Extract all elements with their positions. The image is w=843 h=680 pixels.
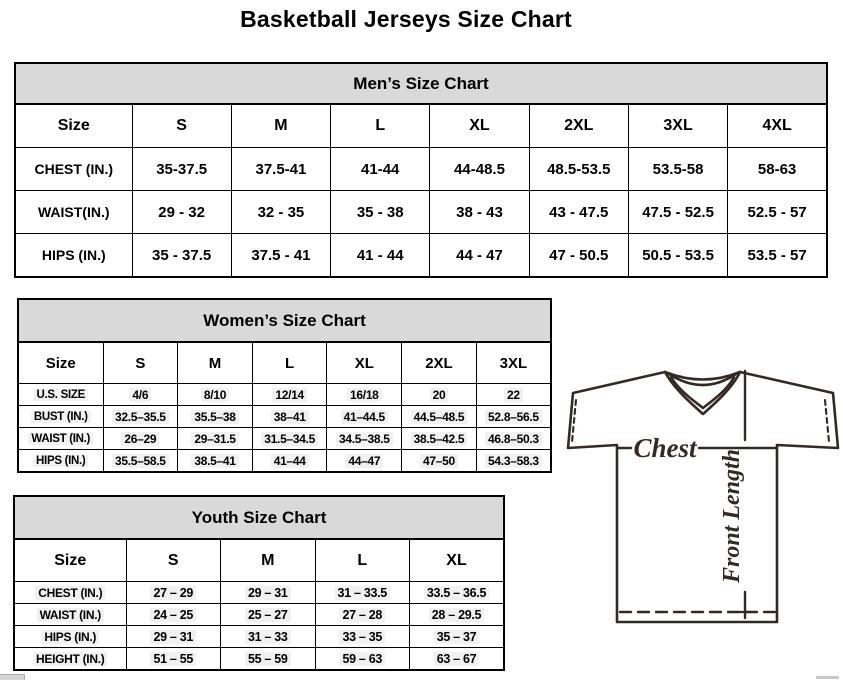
womens-value-cell-text: 31.5–34.5 [261, 432, 318, 446]
womens-value-cell-text: 52.8–56.5 [485, 410, 542, 424]
mens-row-label-text: WAIST(IN.) [37, 204, 110, 220]
womens-value-cell [178, 450, 253, 473]
womens-value-cell-text: 47–50 [420, 454, 458, 468]
womens-value-cell-text: 4/6 [129, 388, 151, 402]
youth-value-cell [315, 604, 410, 626]
mens-value-cell [231, 191, 330, 234]
mens-column-header-text: XL [469, 117, 490, 134]
womens-column-header-text: Size [45, 354, 76, 372]
womens-value-cell [178, 428, 253, 450]
womens-column-header [178, 342, 253, 384]
right-sleeve-stitch-icon [825, 400, 829, 442]
womens-row-label [18, 428, 103, 450]
youth-data-row [14, 582, 504, 604]
mens-column-header [728, 104, 827, 148]
womens-value-cell-text: 35.5–58.5 [112, 454, 169, 468]
youth-value-cell-text: 29 – 31 [245, 586, 291, 600]
youth-value-cell-text: 31 – 33.5 [335, 586, 390, 600]
womens-value-cell-text: 8/10 [201, 388, 229, 402]
mens-value-cell-text: 44 - 47 [456, 246, 503, 264]
mens-value-cell-text: 58-63 [757, 160, 797, 178]
mens-data-row [15, 234, 827, 278]
womens-column-header [18, 342, 103, 384]
mens-row-label-text: CHEST (IN.) [34, 161, 114, 177]
mens-column-header-text: 4XL [762, 117, 792, 134]
womens-row-label [18, 406, 103, 428]
mens-value-cell-text: 53.5-58 [652, 160, 704, 178]
womens-value-cell [252, 384, 327, 406]
mens-value-cell [331, 234, 430, 278]
womens-row-label [18, 384, 103, 406]
mens-value-cell [529, 148, 628, 191]
womens-caption-text: Women’s Size Chart [203, 310, 366, 330]
mens-value-cell-text: 47.5 - 52.5 [642, 203, 714, 221]
youth-column-header-text: Size [54, 551, 87, 569]
youth-column-header [410, 539, 505, 582]
womens-column-header [327, 342, 402, 384]
mens-size-table [14, 62, 828, 278]
womens-data-row [18, 384, 551, 406]
youth-row-label-text: HEIGHT (IN.) [33, 652, 107, 666]
womens-value-cell [252, 450, 327, 473]
mens-value-cell [430, 234, 529, 278]
mens-column-header [430, 104, 529, 148]
womens-value-cell [103, 406, 178, 428]
womens-value-cell [327, 406, 402, 428]
womens-row-label-text: HIPS (IN.) [33, 455, 88, 467]
womens-value-cell-text: 38.5–42.5 [411, 432, 468, 446]
front-length-label: Front Length [719, 448, 745, 584]
mens-value-cell-text: 52.5 - 57 [747, 203, 807, 221]
mens-value-cell [331, 148, 430, 191]
womens-column-header [252, 342, 327, 384]
youth-row-label-text: CHEST (IN.) [35, 586, 105, 600]
womens-value-cell-text: 44–47 [345, 454, 383, 468]
youth-value-cell [126, 604, 221, 626]
youth-column-header-text: L [357, 551, 368, 569]
mens-value-cell [231, 148, 330, 191]
youth-row-label [14, 648, 126, 671]
womens-row-label-text: BUST (IN.) [31, 411, 91, 423]
mens-head-row [15, 104, 827, 148]
womens-row-label [18, 450, 103, 473]
mens-value-cell [331, 191, 430, 234]
mens-column-header-text: M [274, 117, 288, 134]
youth-value-cell-text: 27 – 29 [150, 586, 196, 600]
youth-row-label-text: WAIST (IN.) [37, 608, 104, 622]
womens-value-cell-text: 46.8–50.3 [485, 432, 542, 446]
youth-size-table [13, 495, 505, 671]
mens-column-header [331, 104, 430, 148]
womens-value-cell [476, 384, 551, 406]
womens-value-cell [476, 450, 551, 473]
womens-value-cell [252, 406, 327, 428]
mens-value-cell-text: 43 - 47.5 [549, 203, 609, 221]
youth-value-cell [221, 648, 316, 671]
youth-value-cell [410, 582, 505, 604]
youth-column-header [221, 539, 316, 582]
mens-caption-text: Men’s Size Chart [353, 73, 489, 93]
mens-row-label [15, 191, 132, 234]
youth-column-header-text: M [261, 551, 275, 569]
womens-value-cell-text: 41–44.5 [341, 410, 388, 424]
mens-value-cell [628, 234, 727, 278]
mens-value-cell-text: 53.5 - 57 [747, 246, 807, 264]
womens-value-cell [103, 384, 178, 406]
youth-value-cell-text: 33.5 – 36.5 [424, 586, 489, 600]
womens-row-label-text: WAIST (IN.) [28, 433, 93, 445]
mens-column-header-text: S [176, 117, 187, 134]
mens-column-header [628, 104, 727, 148]
youth-column-header [315, 539, 410, 582]
youth-value-cell [126, 582, 221, 604]
mens-data-row [15, 191, 827, 234]
mens-column-header [231, 104, 330, 148]
youth-value-cell [126, 648, 221, 671]
mens-cap-row [15, 63, 827, 104]
womens-value-cell-text: 12/14 [272, 388, 307, 402]
womens-value-cell [103, 428, 178, 450]
youth-value-cell-text: 24 – 25 [150, 608, 196, 622]
youth-row-label [14, 604, 126, 626]
youth-value-cell [410, 626, 505, 648]
mens-value-cell-text: 47 - 50.5 [549, 246, 609, 264]
mens-value-cell-text: 35 - 38 [356, 203, 404, 221]
youth-value-cell-text: 28 – 29.5 [429, 608, 484, 622]
womens-value-cell [402, 406, 477, 428]
page-title: Basketball Jerseys Size Chart [240, 6, 572, 32]
youth-row-label [14, 626, 126, 648]
youth-column-header [14, 539, 126, 582]
womens-column-header-text: 3XL [499, 354, 528, 372]
mens-value-cell [132, 148, 231, 191]
womens-value-cell [178, 406, 253, 428]
mens-column-header [529, 104, 628, 148]
womens-column-header-text: XL [354, 354, 374, 372]
youth-caption [14, 496, 504, 539]
womens-value-cell-text: 34.5–38.5 [336, 432, 393, 446]
mens-value-cell-text: 35-37.5 [156, 160, 208, 178]
womens-value-cell [402, 450, 477, 473]
mens-value-cell [728, 191, 827, 234]
mens-column-header-text: L [375, 117, 386, 134]
youth-row-label [14, 582, 126, 604]
womens-value-cell-text: 54.3–58.3 [485, 454, 542, 468]
mens-row-label [15, 234, 132, 278]
youth-value-cell-text: 35 – 37 [434, 630, 480, 644]
youth-value-cell-text: 27 – 28 [339, 608, 385, 622]
mens-value-cell [430, 191, 529, 234]
womens-row-label-text: U.S. SIZE [34, 389, 88, 401]
mens-column-header-text: 3XL [663, 117, 693, 134]
mens-value-cell-text: 44-48.5 [454, 160, 505, 178]
womens-value-cell [252, 428, 327, 450]
womens-value-cell [476, 406, 551, 428]
jersey-measurement-diagram [558, 360, 843, 632]
womens-value-cell-text: 26–29 [121, 432, 159, 446]
youth-value-cell [221, 604, 316, 626]
mens-value-cell [728, 234, 827, 278]
womens-value-cell-text: 16/18 [347, 388, 382, 402]
womens-head-row [18, 342, 551, 384]
youth-head-row [14, 539, 504, 582]
mens-row-label-text: HIPS (IN.) [41, 247, 106, 263]
youth-value-cell [221, 626, 316, 648]
chest-label: Chest [633, 433, 697, 463]
mens-value-cell-text: 48.5-53.5 [547, 160, 611, 178]
youth-value-cell-text: 55 – 59 [245, 652, 291, 666]
mens-value-cell-text: 50.5 - 53.5 [642, 246, 714, 264]
mens-value-cell [132, 191, 231, 234]
womens-value-cell [327, 450, 402, 473]
womens-value-cell [402, 428, 477, 450]
youth-column-header-text: XL [446, 551, 467, 569]
womens-value-cell-text: 41–44 [271, 454, 309, 468]
youth-row-label-text: HIPS (IN.) [41, 630, 99, 644]
womens-value-cell-text: 44.5–48.5 [411, 410, 468, 424]
mens-data-row [15, 148, 827, 191]
mens-column-header [132, 104, 231, 148]
mens-value-cell [132, 234, 231, 278]
womens-value-cell [327, 384, 402, 406]
womens-value-cell [476, 428, 551, 450]
mens-value-cell [231, 234, 330, 278]
womens-value-cell-text: 29–31.5 [191, 432, 238, 446]
youth-value-cell-text: 31 – 33 [245, 630, 291, 644]
youth-value-cell [126, 626, 221, 648]
mens-value-cell [529, 234, 628, 278]
youth-value-cell-text: 63 – 67 [434, 652, 480, 666]
mens-value-cell-text: 41-44 [361, 160, 400, 178]
mens-caption [15, 63, 827, 104]
youth-value-cell-text: 33 – 35 [339, 630, 385, 644]
womens-value-cell-text: 35.5–38 [191, 410, 238, 424]
youth-caption-text: Youth Size Chart [191, 507, 327, 527]
mens-value-cell [529, 191, 628, 234]
mens-value-cell-text: 41 - 44 [356, 246, 404, 264]
womens-value-cell-text: 20 [430, 388, 449, 402]
youth-value-cell [315, 626, 410, 648]
mens-value-cell-text: 29 - 32 [158, 203, 205, 221]
womens-value-cell-text: 32.5–35.5 [112, 410, 169, 424]
womens-column-header-text: L [285, 354, 295, 372]
mens-column-header-text: Size [57, 117, 90, 134]
womens-data-row [18, 428, 551, 450]
womens-data-row [18, 450, 551, 473]
mens-value-cell-text: 38 - 43 [456, 203, 503, 221]
youth-column-header-text: S [167, 551, 179, 569]
womens-value-cell-text: 22 [504, 388, 523, 402]
youth-column-header [126, 539, 221, 582]
youth-value-cell [315, 648, 410, 671]
youth-data-row [14, 648, 504, 671]
womens-size-table [17, 298, 552, 473]
womens-value-cell [402, 384, 477, 406]
youth-value-cell-text: 51 – 55 [150, 652, 196, 666]
youth-value-cell [410, 604, 505, 626]
womens-value-cell [103, 450, 178, 473]
womens-column-header-text: M [208, 354, 222, 372]
youth-data-row [14, 604, 504, 626]
scrollbar-fragment-left[interactable] [0, 674, 25, 680]
womens-column-header [103, 342, 178, 384]
jersey-outline [568, 372, 838, 622]
youth-value-cell [410, 648, 505, 671]
mens-value-cell-text: 32 - 35 [257, 203, 305, 221]
youth-value-cell-text: 59 – 63 [339, 652, 385, 666]
womens-value-cell [178, 384, 253, 406]
youth-cap-row [14, 496, 504, 539]
womens-column-header-text: S [135, 354, 146, 372]
womens-value-cell [327, 428, 402, 450]
mens-value-cell [728, 148, 827, 191]
mens-row-label [15, 148, 132, 191]
womens-caption [18, 299, 551, 342]
mens-value-cell [628, 148, 727, 191]
mens-value-cell-text: 37.5-41 [255, 160, 307, 178]
youth-value-cell-text: 29 – 31 [150, 630, 196, 644]
womens-value-cell-text: 38–41 [271, 410, 309, 424]
womens-column-header [476, 342, 551, 384]
womens-value-cell-text: 38.5–41 [191, 454, 238, 468]
youth-value-cell [315, 582, 410, 604]
youth-value-cell [221, 582, 316, 604]
womens-column-header [402, 342, 477, 384]
mens-value-cell [430, 148, 529, 191]
mens-value-cell-text: 35 - 37.5 [152, 246, 212, 264]
womens-column-header-text: 2XL [425, 354, 453, 372]
womens-cap-row [18, 299, 551, 342]
mens-value-cell-text: 37.5 - 41 [251, 246, 311, 264]
mens-value-cell [628, 191, 727, 234]
youth-value-cell-text: 25 – 27 [245, 608, 291, 622]
youth-data-row [14, 626, 504, 648]
mens-column-header-text: 2XL [564, 117, 594, 134]
mens-column-header [15, 104, 132, 148]
womens-data-row [18, 406, 551, 428]
